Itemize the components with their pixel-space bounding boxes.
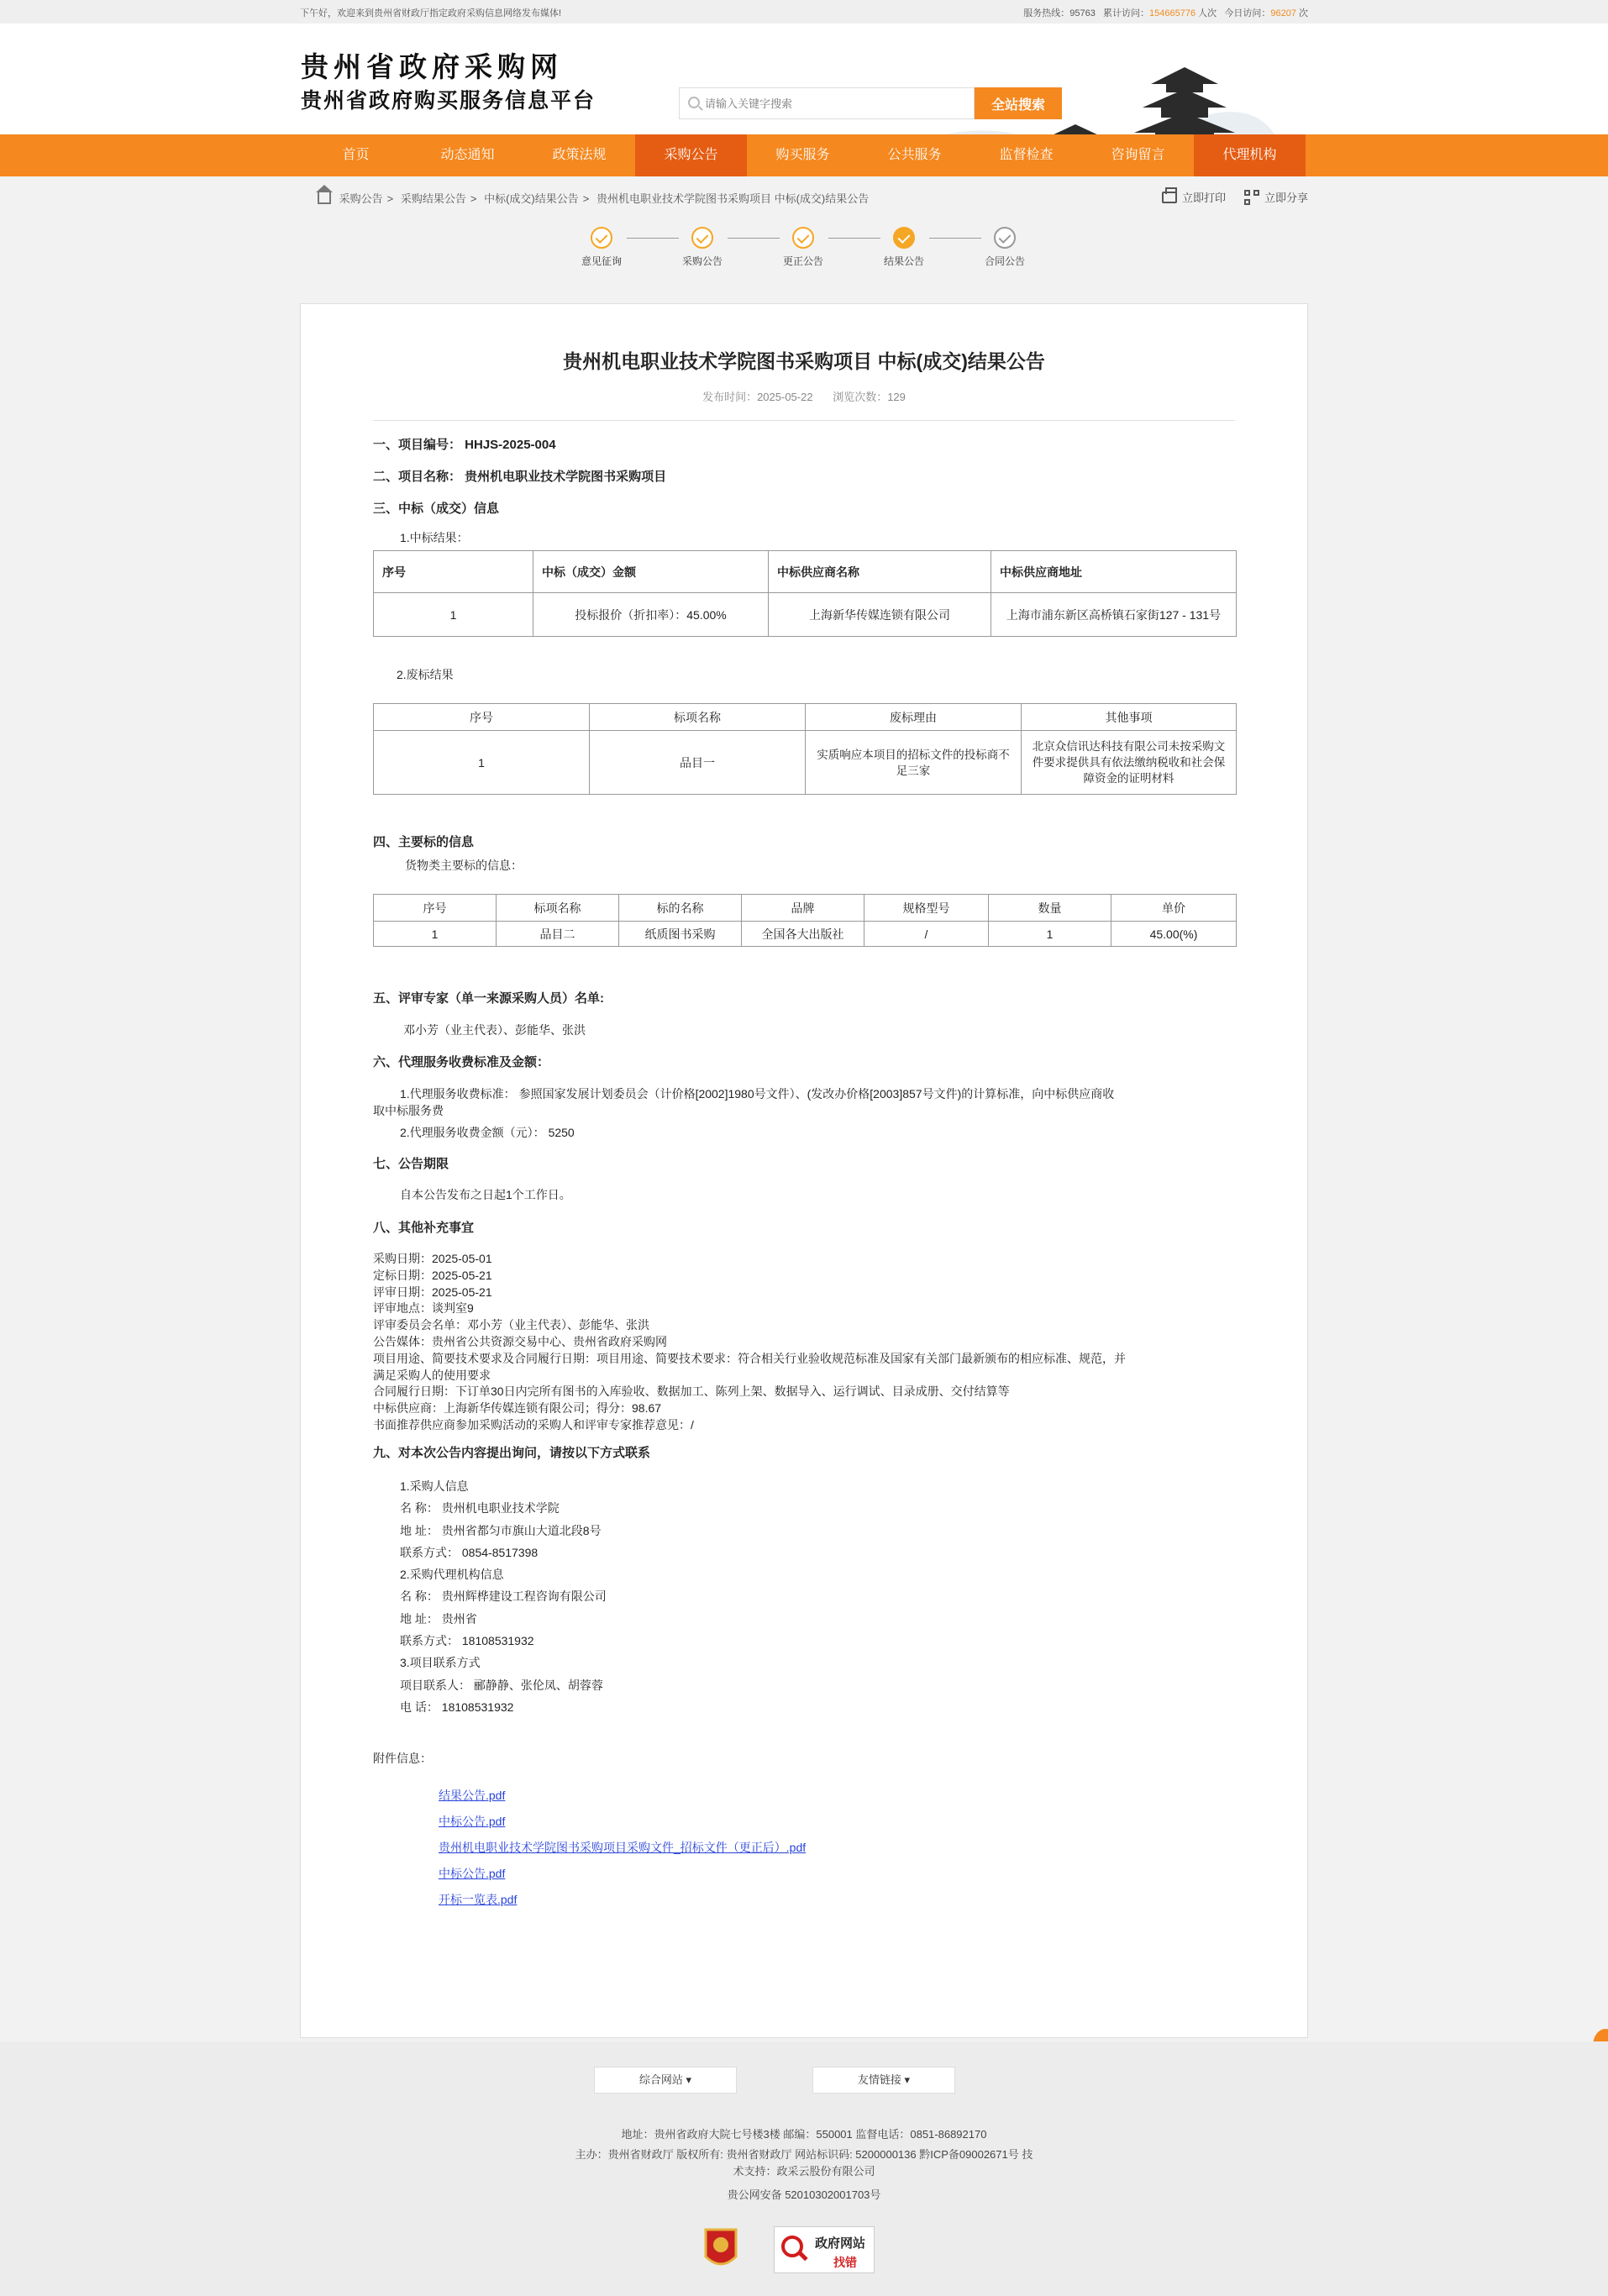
site-header [0,24,1608,134]
share-button[interactable] [1244,189,1308,205]
home-icon[interactable] [318,192,331,204]
section-main-items: 四、主要标的信息 [373,835,475,849]
view-count: 浏览次数：129 [833,391,906,403]
search-button[interactable]: 全站搜索 [975,87,1062,119]
section-supplement: 八、其他补充事宜 [373,1221,475,1235]
attachment-link[interactable]: 中标公告.pdf [439,1815,506,1828]
today-visits-label: 今日访问： [1224,8,1271,18]
section-project-no: 一、项目编号： HHJS-2025-004 [373,438,556,452]
process-steps [0,218,1608,311]
goods-info-label: 货物类主要标的信息： [405,859,523,872]
share-label: 立即分享 [1264,192,1308,204]
breadcrumb-item[interactable]: 采购公告 [339,192,383,205]
award-table: 序号 中标（成交）金额 中标供应商名称 中标供应商地址 1 投标报价（折扣率）：45.00% 上海新华传媒连锁有限公司 上海市浦东新区高桥镇石家街127 - 131号 [373,550,1237,637]
today-visits-value: 96207 [1270,8,1296,18]
step-contract: 合同公告 [971,227,1038,268]
brand-title[interactable]: 贵州省政府采购网 [301,50,563,83]
breadcrumb: 采购公告 > 采购结果公告 > 中标(成交)结果公告 > 贵州机电职业技术学院图书采购项目 中标(成交)结果公告 [318,190,869,206]
party-badge-icon[interactable] [702,2226,739,2272]
failed-bid-table: 序号 标项名称 废标理由 其他事项 1 品目一 实质响应本项目的招标文件的投标商不足三家 北京众信讯达科技有限公司未按采购文件要求提供具有依法缴纳税收和社会保障资金的证明材料 [373,703,1237,795]
friend-links-dropdown[interactable]: 友情链接 ▾ [812,2067,955,2094]
qr-code-icon [1244,190,1259,205]
greeting-text: 下午好，欢迎来到贵州省财政厅指定政府采购信息网络发布媒体! [300,8,562,18]
attachments-label: 附件信息： [373,1752,432,1765]
site-group-dropdown[interactable]: 综合网站 ▾ [594,2067,737,2094]
today-visits-unit: 次 [1299,8,1308,18]
section-project-name: 二、项目名称： 贵州机电职业技术学院图书采购项目 [373,470,667,484]
step-result: 结果公告 [870,227,938,268]
nav-home[interactable]: 首页 [342,148,370,162]
page-actions [1162,189,1308,205]
magnifier-icon [780,2234,812,2266]
nav-news[interactable]: 动态通知 [440,148,495,162]
check-circle-icon [691,227,713,249]
total-visits-label: 累计访问： [1103,8,1150,18]
publish-time: 发布时间：2025-05-22 [702,391,813,403]
attachment-link[interactable]: 结果公告.pdf [439,1789,506,1802]
visit-stats [1023,6,1308,19]
attachments-list [439,1783,806,1913]
nav-supervision[interactable]: 监督检查 [999,148,1054,162]
nav-public-service[interactable]: 公共服务 [887,148,942,162]
fee-standard-cont: 取中标服务费 [373,1104,444,1117]
article-meta [301,388,1307,404]
breadcrumb-item[interactable]: 采购结果公告 [400,192,466,205]
contact-list: 1.采购人信息 名 称： 贵州机电职业技术学院 地 址： 贵州省都匀市旗山大道北段8号 联系方式： 0854-8517398 2.采购代理机构信息 名 称： 贵州辉桦建设工程咨询有限公司 地 址： 贵州省 联系方式： 18108531932 3.项目联系方式 项目联系人： 郦静静、张伦凤、胡蓉蓉 电 话： 18108531932 [400,1479,607,1714]
check-circle-icon [591,227,612,249]
table-row: 1 品目二 纸质图书采购 全国各大出版社 / 1 45.00(%) [374,922,1237,947]
supplement-list: 采购日期：2025-05-01 定标日期：2025-05-21 评审日期：2025-05-21 评审地点：谈判室9 评审委员会名单：邓小芳（业主代表）、彭能华、张洪 公告媒体：贵州省公共资源交易中心、贵州省政府采购网 项目用途、简要技术要求及合同履行日期：项目用途、简要技术要求：符合相关行业验收规范标准及国家有关部门最新颁布的相应标准、规范，并 满足采购人的使用要求 合同履行日期：下订单30日内完所有图书的入库验收、数据加工、陈列上架、数据导入、运行调试、目录成册、交付结算等 中标供应商：上海新华传媒连锁有限公司；得分：98.67 书面推荐供应商参加采购活动的采购人和评审专家推荐意见：/ [373,1252,1126,1432]
footer-security: 贵公网安备 52010302001703号 [727,2188,881,2201]
check-circle-icon [994,227,1016,249]
section-award-info: 三、中标（成交）信息 [373,502,500,516]
breadcrumb-current: 贵州机电职业技术学院图书采购项目 中标(成交)结果公告 [596,192,870,205]
table-row: 1 品目一 实质响应本项目的招标文件的投标商不足三家 北京众信讯达科技有限公司未按采购文件要求提供具有依法缴纳税收和社会保障资金的证明材料 [374,731,1237,795]
step-correction: 更正公告 [770,227,837,268]
badge-text-top: 政府网站 [815,2236,866,2251]
step-consult: 意见征询 [568,227,635,268]
hotline-text: 服务热线：95763 [1023,8,1096,18]
article-card [300,303,1308,2038]
fee-amount: 2.代理服务收费金额（元）： 5250 [400,1126,575,1139]
breadcrumb-item[interactable]: 中标(成交)结果公告 [484,192,579,205]
attachment-link[interactable]: 开标一览表.pdf [439,1893,518,1906]
check-circle-icon [792,227,814,249]
pavilion-illustration [899,59,1277,134]
nav-policy[interactable]: 政策法规 [552,148,607,162]
section-contact: 九、对本次公告内容提出询问，请按以下方式联系 [373,1446,651,1460]
nav-procurement[interactable]: 采购公告 [635,134,747,176]
print-button[interactable] [1162,189,1226,205]
print-label: 立即打印 [1181,192,1226,204]
failed-bid-label: 2.废标结果 [397,668,454,681]
site-footer [0,2041,1608,2296]
award-result-label: 1.中标结果： [400,531,469,544]
article-title: 贵州机电职业技术学院图书采购项目 中标(成交)结果公告 [563,350,1045,372]
table-row: 1 投标报价（折扣率）：45.00% 上海新华传媒连锁有限公司 上海市浦东新区高桥镇石家街127 - 131号 [374,593,1237,637]
notice-period-text: 自本公告发布之日起1个工作日。 [400,1188,571,1201]
attachment-link[interactable]: 中标公告.pdf [439,1867,506,1880]
check-circle-icon [893,227,915,249]
fee-standard: 1.代理服务收费标准： 参照国家发展计划委员会（计价格[2002]1980号文件）、(发改办价格[2003]857号文件)的计算标准，向中标供应商收 [400,1087,1115,1101]
footer-tech-support: 术支持：政采云股份有限公司 [733,2165,875,2178]
nav-purchase-service[interactable]: 购买服务 [775,148,830,162]
printer-icon [1162,192,1177,203]
gov-site-error-badge[interactable] [774,2226,875,2273]
total-visits-unit: 人次 [1198,8,1217,18]
goods-table: 序号 标项名称 标的名称 品牌 规格型号 数量 单价 1 品目二 纸质图书采购 全国各大出版社 / 1 45.00(%) [373,894,1237,947]
section-notice-period: 七、公告期限 [373,1157,449,1171]
nav-agency[interactable]: 代理机构 [1194,134,1306,176]
badge-text-bottom: 找错 [833,2256,857,2269]
main-nav [0,134,1608,176]
experts-text: 邓小芳（业主代表）、彭能华、张洪 [403,1023,586,1037]
section-experts: 五、评审专家（单一来源采购人员）名单: [373,991,604,1006]
total-visits-value: 154665776 [1149,8,1196,18]
attachment-link[interactable]: 贵州机电职业技术学院图书采购项目采购文件_招标文件（更正后）.pdf [439,1841,807,1854]
footer-address: 地址：贵州省政府大院七号楼3楼 邮编：550001 监督电话：0851-86892170 [621,2128,987,2141]
brand-subtitle: 贵州省政府购买服务信息平台 [301,89,596,113]
section-agency-fee: 六、代理服务收费标准及金额： [373,1055,550,1069]
nav-consult[interactable]: 咨询留言 [1111,148,1165,162]
step-announce: 采购公告 [669,227,736,268]
breadcrumb-bar [0,176,1608,218]
top-bar [0,0,1608,24]
search-icon [688,97,700,108]
footer-copyright: 主办：贵州省财政厅 版权所有: 贵州省财政厅 网站标识码: 5200000136 黔ICP备09002671号 技 [575,2148,1033,2161]
